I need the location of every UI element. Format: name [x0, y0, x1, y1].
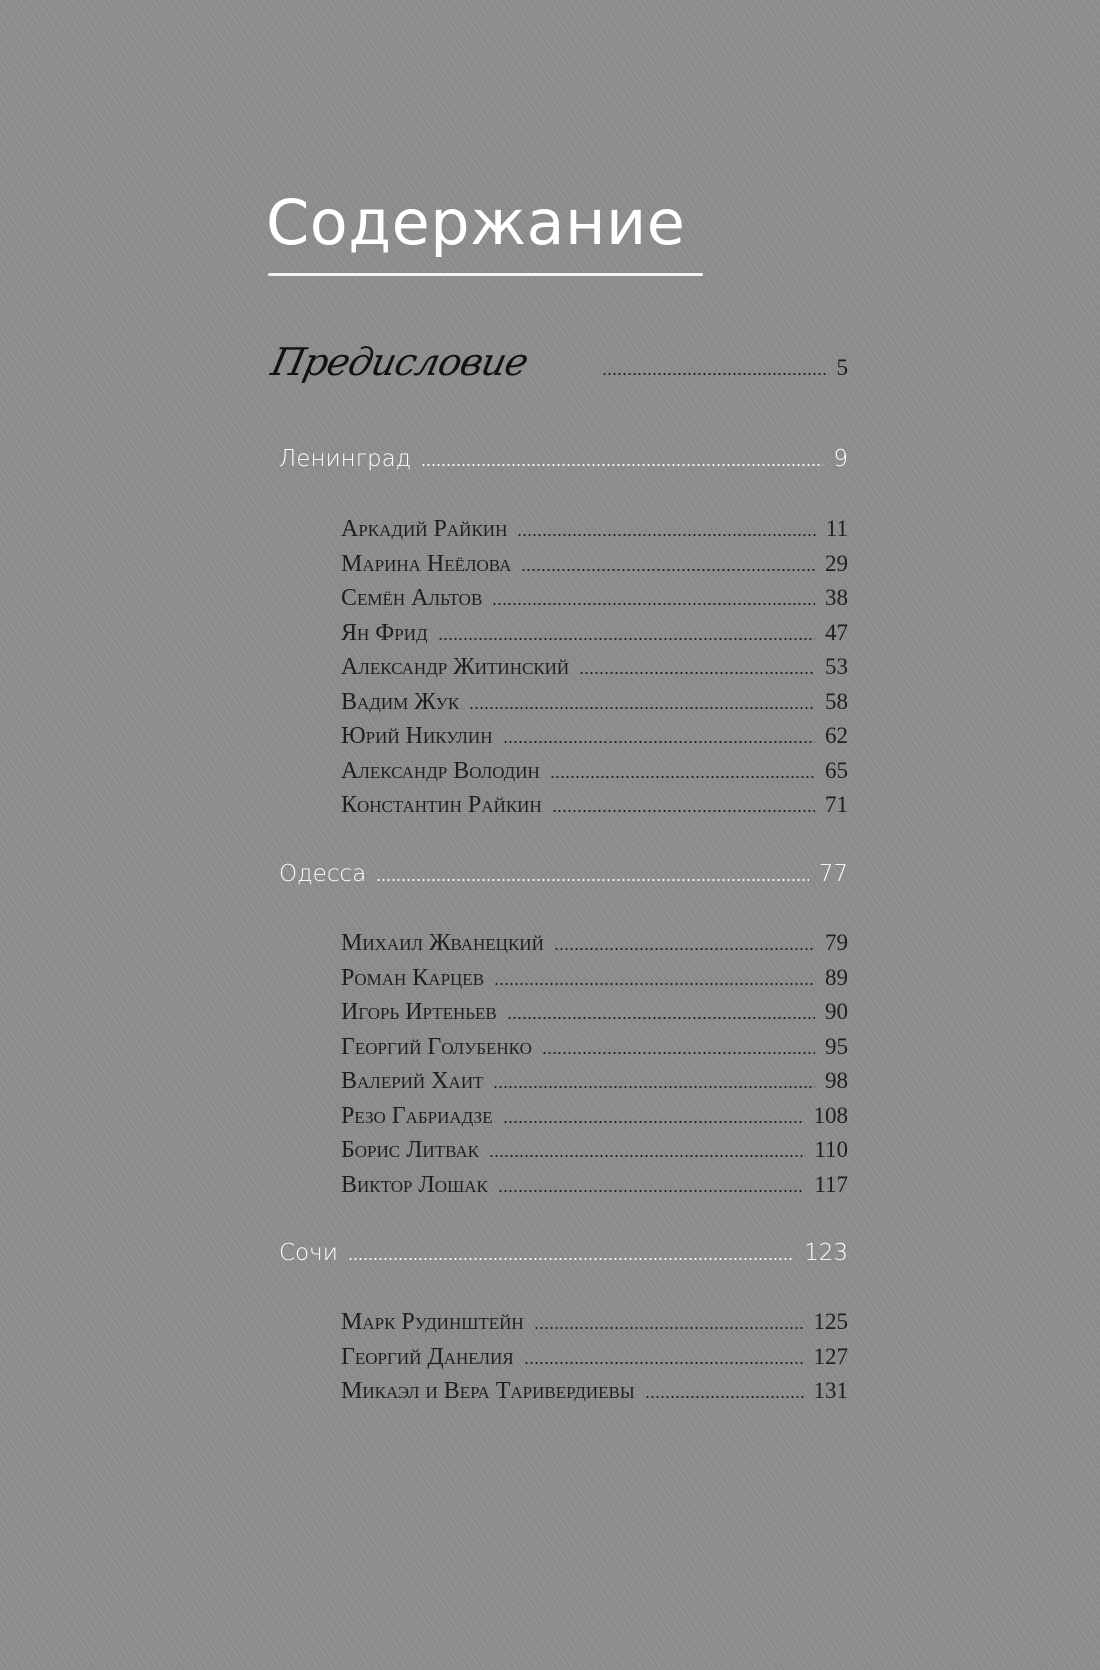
entry-label: Михаил Жванецкий — [341, 930, 544, 956]
section-label: Одесса — [279, 861, 367, 887]
entry-label: Микаэл и Вера Таривердиевы — [341, 1378, 635, 1404]
dot-leader — [493, 1086, 815, 1088]
entry-label: Юрий Никулин — [341, 723, 493, 749]
entry-label: Роман Карцев — [341, 964, 485, 991]
entry-label: Ян Фрид — [341, 619, 428, 646]
dot-leader — [552, 810, 815, 812]
page-number: 89 — [825, 964, 848, 990]
toc-preface[interactable] — [267, 340, 848, 384]
page-number: 125 — [813, 1309, 848, 1334]
entry-label: Марина Неёлова — [341, 550, 512, 577]
page-number: 131 — [813, 1378, 848, 1403]
dot-leader — [503, 741, 816, 743]
dot-leader — [534, 1327, 804, 1329]
dot-leader — [602, 373, 827, 375]
toc-entry[interactable] — [341, 1137, 848, 1164]
page-number: 62 — [825, 723, 848, 748]
toc-entry[interactable] — [341, 723, 848, 750]
toc-entry[interactable] — [341, 930, 848, 957]
dot-leader — [521, 569, 815, 571]
page-number: 108 — [813, 1102, 848, 1128]
toc-entry[interactable] — [341, 516, 848, 543]
page-number: 127 — [813, 1343, 848, 1369]
dot-leader — [469, 707, 815, 709]
toc-entry[interactable] — [341, 1172, 848, 1199]
page-number: 77 — [818, 861, 848, 887]
toc-entry[interactable] — [341, 585, 848, 612]
page-number: 11 — [825, 516, 848, 541]
dot-leader — [494, 983, 815, 985]
dot-leader — [579, 672, 815, 674]
toc-entry[interactable] — [341, 1309, 848, 1336]
page-title: Содержание — [266, 186, 686, 259]
dot-leader — [498, 1190, 805, 1192]
toc-section[interactable] — [279, 861, 848, 887]
dot-leader — [376, 879, 809, 881]
entry-label: Игорь Иртеньев — [341, 999, 497, 1025]
entry-label: Виктор Лошак — [341, 1171, 488, 1198]
entry-label: Константин Райкин — [341, 792, 542, 818]
page-number: 98 — [825, 1068, 848, 1093]
page-number: 117 — [814, 1171, 848, 1197]
toc-entry[interactable] — [341, 999, 848, 1026]
dot-leader — [507, 1017, 815, 1019]
toc-entry[interactable] — [341, 1378, 848, 1405]
toc-entry[interactable] — [341, 1103, 848, 1130]
dot-leader — [550, 776, 815, 778]
entry-label: Георгий Голубенко — [341, 1033, 532, 1060]
page-number: 9 — [833, 446, 848, 472]
entry-label: Александр Житинский — [341, 654, 570, 680]
toc-entry[interactable] — [341, 1034, 848, 1061]
page-number: 95 — [825, 1033, 848, 1059]
page-number: 38 — [825, 585, 848, 610]
toc-section[interactable] — [279, 1240, 848, 1266]
page-number: 65 — [825, 757, 848, 783]
dot-leader — [524, 1362, 804, 1364]
toc-entry[interactable] — [341, 965, 848, 992]
dot-leader — [489, 1155, 804, 1157]
section-label: Ленинград — [279, 446, 412, 472]
page-number: 58 — [825, 688, 848, 714]
page-number: 79 — [825, 930, 848, 955]
toc-entry[interactable] — [341, 1068, 848, 1095]
entry-label: Вадим Жук — [341, 688, 460, 715]
page-number: 53 — [825, 654, 848, 679]
toc-entry[interactable] — [341, 758, 848, 785]
entry-label: Марк Рудинштейн — [341, 1309, 524, 1335]
toc-entry[interactable] — [341, 1344, 848, 1371]
entry-label: Резо Габриадзе — [341, 1102, 493, 1129]
toc-entry[interactable] — [341, 620, 848, 647]
entry-label: Аркадий Райкин — [341, 516, 508, 542]
toc-entry[interactable] — [341, 689, 848, 716]
entry-label: Георгий Данелия — [341, 1343, 514, 1370]
toc-entry[interactable] — [341, 654, 848, 681]
dot-leader — [492, 603, 815, 605]
dot-leader — [503, 1121, 804, 1123]
dot-leader — [348, 1258, 794, 1260]
toc-entry[interactable] — [341, 551, 848, 578]
section-label: Сочи — [279, 1240, 338, 1266]
dot-leader — [554, 948, 815, 950]
preface-label: Предисловие — [267, 340, 532, 384]
entry-label: Борис Литвак — [341, 1137, 479, 1163]
dot-leader — [517, 534, 815, 536]
page-number: 110 — [814, 1137, 848, 1162]
dot-leader — [645, 1396, 804, 1398]
entry-label: Александр Володин — [341, 757, 540, 784]
dot-leader — [438, 638, 815, 640]
page-number: 71 — [825, 792, 848, 817]
toc-entry[interactable] — [341, 792, 848, 819]
page-number: 47 — [825, 619, 848, 645]
page-number: 123 — [804, 1240, 848, 1266]
entry-label: Валерий Хаит — [341, 1068, 484, 1094]
dot-leader — [542, 1052, 815, 1054]
title-underline — [268, 273, 703, 276]
page-number: 5 — [836, 355, 848, 380]
dot-leader — [421, 464, 823, 466]
toc-section[interactable] — [279, 446, 848, 472]
entry-label: Семён Альтов — [341, 585, 483, 611]
page-number: 29 — [825, 550, 848, 576]
page-number: 90 — [825, 999, 848, 1024]
